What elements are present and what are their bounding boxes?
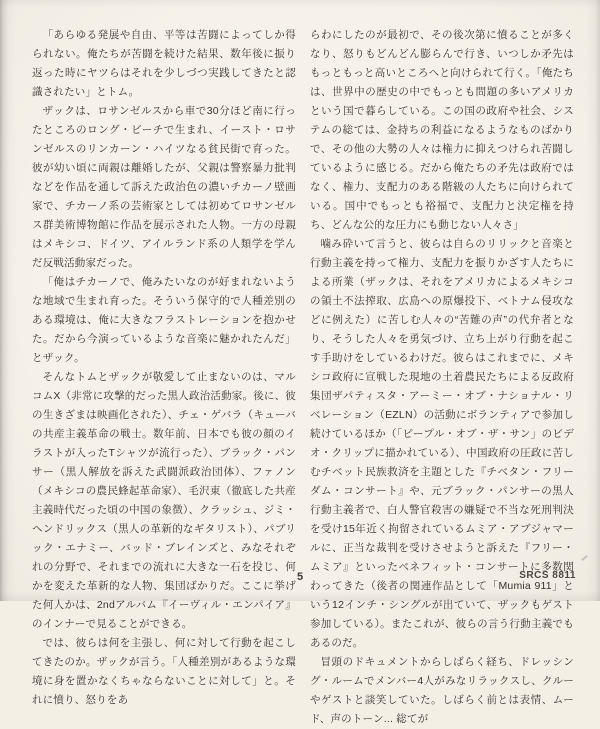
paragraph: 「あらゆる発展や自由、平等は苦闘によってしか得られない。俺たちが苦闘を続けた結果、数年後に振り返った時にヤツらはそれを少しづつ実践してきたと認識されたい」とトム。: [32, 29, 296, 98]
text-column-right: [310, 26, 574, 729]
paragraph: らわにしたのが最初で、その後次第に憤ることが多くなり、怒りもどんどん膨らんで行き、いつしか矛先はもっともっと高いところへと向けられて行く。「俺たちは、世界中の歴史の中でもっとも問題の多いアメリカという国で暮らしている。この国の政府や社会、システムの総ては、金持ちの利益になるようなものばかりで、その他の大勢の人々は権力に抑えつけられ苦闘しているように感じる。だから俺たちの矛先は政府ではなく、権力、支配力のある階級の人たちに向けられている。国中でもっとも裕福で、支配力と決定権を持ち、どんな公的な圧力にも動じない人々さ」: [310, 29, 574, 231]
paragraph: ザックは、ロサンゼルスから車で30分ほど南に行ったところのロング・ビーチで生まれ、イースト・ロサンゼルスのリンカーン・ハイツなる貧民街で育った。彼が幼い頃に両親は離婚したが、父親は警察暴力批判などを作品を通して訴えた政治色の濃いチカーノ壁画家で、チカーノ系の芸術家としては初めてロサンゼルス群美術博物館に作品を展示された人物。一方の母親はメキシコ、ドイツ、アイルランド系の人類学を学んだ反戦活動家だった。: [32, 105, 296, 269]
paragraph: では、彼らは何を主張し、何に対して行動を起こしてきたのか。ザックが言う。「人種差別があるような環境に身を置かなくちゃならないことに対して」と。それに憤り、怒りをあ: [32, 637, 296, 706]
paragraph: そんなトムとザックが敬愛して止まないのは、マルコムX（非常に攻撃的だった黒人政治活動家。後に、彼の生きざまは映画化された）、チェ・ゲバラ（キューバの共産主義革命の戦士。数年前、日本でも彼の顔のイラストが入ったTシャツが流行った）、ブラック・パンサー（黒人解放を訴えた武闘派政治団体）、ファノン（メキシコの農民蜂起革命家）、毛沢東（徹底した共産主義時代だった頃の中国の象徴）、クラッシュ、ジミ・ヘンドリックス（黒人の革新的なギタリスト）、パブリック・エナミー、バッド・ブレインズと、みなそれぞれの分野で、それまでの流れに大きな一石を投じ、何かを変えた革新的な人物、集団ばかりだ。ここに挙げた何人かは、2ndアルバム『イーヴィル・エンパイア』のインナーで見ることができる。: [32, 371, 297, 630]
page-number: 5: [296, 571, 304, 583]
paragraph: 冒頭のドキュメントからしばらく経ち、ドレッシング・ルームでメンバー4人がみなリラックスし、クルーやゲストと談笑していた。しばらく前とは表情、ムード、声のトーン... 総てが: [310, 656, 574, 725]
catalog-number: SRCS 8811: [519, 570, 576, 581]
liner-notes-text: [32, 26, 574, 729]
text-column-left: [32, 26, 296, 729]
scan-scratch-artifact: [581, 555, 588, 561]
paragraph: 噛み砕いて言うと、彼らは自らのリリックと音楽と行動主義を持って権力、支配力を振りかざす人たちによる所業（ザックは、それをアメリカによるメキシコの領土不法搾取、広島への原爆投下、ベトナム侵攻などに例えた）に苦しむ人々の“苦難の声”の代弁者となり、そうした人々を勇気づけ、立ち上がり行動を起こす手助けをしているわけだ。彼らはこれまでに、メキシコ政府に宣戦した現地の土着農民たちによる反政府集団ザパティスタ・アーミー・オブ・ナショナル・リベレーション（EZLN）の活動にボランティアで参加し続けているほか（「ピープル・オブ・ザ・サン」のビデオ・クリップに描かれている）、中国政府の圧政に苦しむチベット民族救済を主題とした『チベタン・フリーダム・コンサート』や、元ブラック・パンサーの黒人行動主義者で、白人警官殺害の嫌疑で不当な死刑判決を受け15年近く拘留されているムミア・アブジャマールに、正当な裁判を受けさせようと訴えた『フリー・ムミア』といったベネフィット・コンサートに多数関わってきた（後者の関連作品として「Mumia 911」という12インチ・シングルが出ていて、ザックもゲスト参加している）。またこれが、彼らの言う行動主義でもあるのだ。: [310, 238, 574, 649]
paragraph: 「俺はチカーノで、俺みたいなのが好まれないような地域で生まれ育った。そういう保守的で人種差別のある環境は、俺に大きなフラストレーションを抱かせた。だから今演っているような音楽に魅かれたんだ」とザック。: [32, 276, 296, 364]
